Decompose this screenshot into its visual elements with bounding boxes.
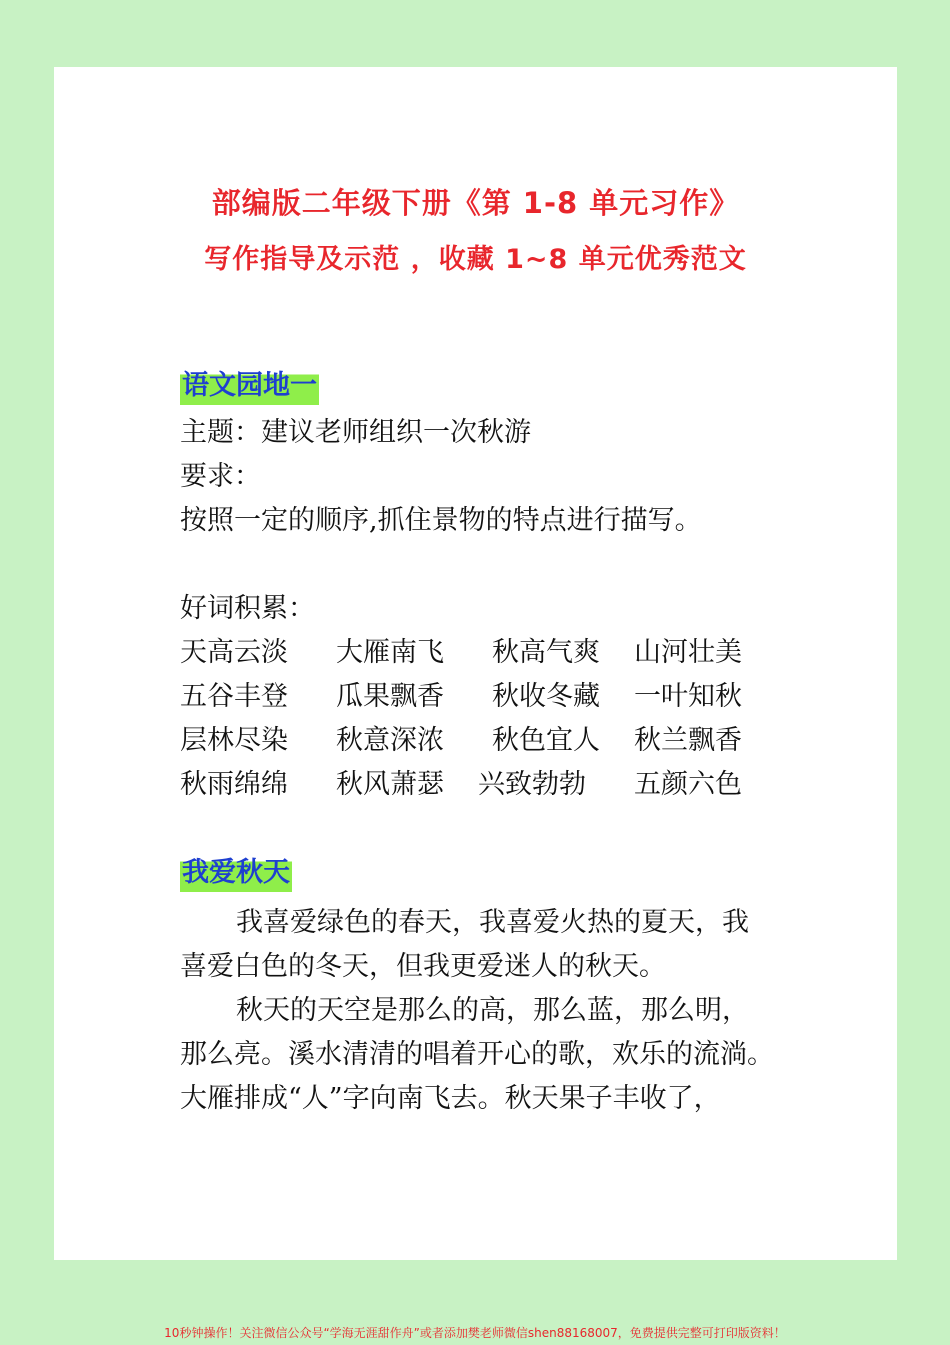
document-title: 部编版二年级下册《第 1-8 单元习作》 <box>211 186 740 220</box>
good-words-title: 好词积累： <box>180 593 315 624</box>
essay-line: 那么亮。溪水清清的唱着开心的歌，欢乐的流淌。 <box>180 1039 774 1070</box>
word-row <box>180 679 780 723</box>
essay-line: 大雁排成“人”字向南飞去。秋天果子丰收了， <box>180 1083 721 1114</box>
word-item: 秋收冬藏 <box>492 681 600 712</box>
word-item: 秋风萧瑟 <box>336 769 444 800</box>
word-item: 一叶知秋 <box>634 681 742 712</box>
word-item: 层林尽染 <box>180 725 288 756</box>
word-item: 五颜六色 <box>634 769 742 800</box>
word-item: 秋高气爽 <box>492 637 600 668</box>
essay-line: 喜爱白色的冬天，但我更爱迷人的秋天。 <box>180 951 666 982</box>
essay-line: 秋天的天空是那么的高，那么蓝，那么明， <box>236 995 749 1026</box>
word-item: 秋兰飘香 <box>634 725 742 756</box>
document-page <box>54 67 897 1260</box>
word-row <box>180 635 780 679</box>
word-item: 瓜果飘香 <box>336 681 444 712</box>
section-heading-yuwen-yuandi: 语文园地一 <box>180 367 319 405</box>
word-item: 大雁南飞 <box>336 637 444 668</box>
word-item: 山河壮美 <box>634 637 742 668</box>
word-item: 秋雨绵绵 <box>180 769 288 800</box>
word-item: 兴致勃勃 <box>478 769 586 800</box>
essay-body <box>180 901 780 1121</box>
requirement-label: 要求： <box>180 461 261 492</box>
word-item: 秋色宜人 <box>492 725 600 756</box>
good-words-grid <box>180 635 780 811</box>
essay-line: 我喜爱绿色的春天，我喜爱火热的夏天，我 <box>236 907 749 938</box>
requirement-text: 按照一定的顺序,抓住景物的特点进行描写。 <box>180 505 702 536</box>
document-subtitle: 写作指导及示范 ，收藏 1~8 单元优秀范文 <box>204 244 747 275</box>
word-item: 秋意深浓 <box>336 725 444 756</box>
word-item: 五谷丰登 <box>180 681 288 712</box>
footer-promo-text: 10秒钟操作！关注微信公众号“学海无涯甜作舟”或者添加樊老师微信shen88168007，免费提供完整可打印版资料！ <box>164 1326 786 1340</box>
theme-line: 主题：建议老师组织一次秋游 <box>180 417 531 448</box>
word-row <box>180 767 780 811</box>
section-heading-wo-ai-qiutian: 我爱秋天 <box>180 854 292 892</box>
word-item: 天高云淡 <box>180 637 288 668</box>
word-row <box>180 723 780 767</box>
